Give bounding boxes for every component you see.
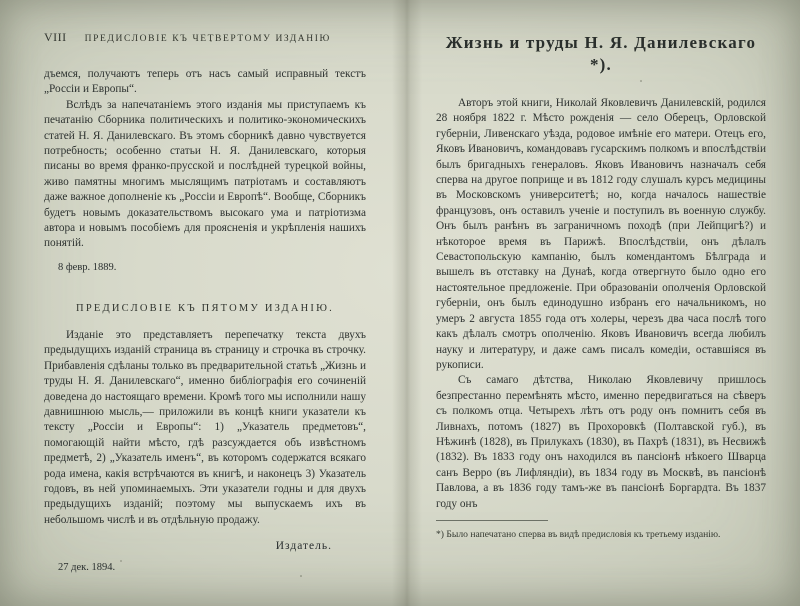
article-title: Жизнь и труды Н. Я. Данилевскаго *). [445,33,757,74]
left-page-column [44,30,366,573]
footnote-text: *) Было напечатано сперва въ видѣ предисловія къ третьему изданію. [436,529,721,540]
page-number-left: VIII [44,30,67,44]
right-page-column [436,30,766,512]
center-gutter-shadow [392,0,422,606]
left-page-header [44,30,366,45]
section-heading-preface-fifth: ПРЕДИСЛОВІЕ КЪ ПЯТОМУ ИЗДАНІЮ. [76,302,334,314]
paragraph: Изданіе это представляетъ перепечатку текста двухъ предыдущихъ изданій страница въ страницу и строчка въ строчку. Прибавленія сдѣланы только въ предварительной статьѣ „Жизнь и труды Н. Я. Данилевскаго“, именно библіографія его сочиненій доведена до настоящаго времени. Кромѣ того мы исполнили нашу давнишнюю мысль,— приложили въ концѣ книги указатели къ тексту „Россіи и Европы“: 1) „Указатель предметовъ“, помогающій найти мѣсто, гдѣ разсуждается объ извѣстномъ предметѣ, 2) „Указатель именъ“, въ которомъ содержатся всякаго рода имена, какія встрѣчаются въ книгѣ, и наконецъ 3) Указатель годовъ, въ ней упоминаемыхъ. Эти указатели годны и для двухъ предыдущихъ изданій; поэтому мы выпускаемъ ихъ въ небольшомъ числѣ и въ отдѣльную продажу. [44,328,366,526]
paragraph-continuation: дъемся, получаютъ теперь отъ насъ самый исправный текстъ „Россіи и Европы“. [44,68,366,96]
paragraph: Авторъ этой книги, Николай Яковлевичъ Данилевскій, родился 28 ноября 1822 г. Мѣсто рожденія — село Оберецъ, Орловской губерніи, Ливенскаго уѣзда, родовое имѣніе его матери. Отецъ его, Яковъ Ивановичъ, командовавъ гусарскимъ полкомъ и впослѣдствіи былъ бригадныхъ генераловъ. Яковъ Ивановичъ назначалъ себя сперва на другое поприще и въ 1812 году слушалъ курсъ медицины въ Московскомъ университетѣ; но, когда началось нашествіе французовъ, онъ оставилъ ученіе и поступилъ въ военную службу. Онъ былъ ранѣнъ въ заграничномъ походѣ (при Лейпцигѣ?) и нѣкоторое время въ Парижѣ. Впослѣдствіи, онъ дѣлалъ Севастопольскую кампанію, былъ комендантомъ Бѣлграда и вышелъ въ отставку на Дунаѣ, когда отвергнуто было одно его настоятельное предложеніе. При образованіи ополченія Орловской губерніи, онъ былъ единодушно избранъ его начальникомъ, но умеръ 2 августа 1855 года отъ холеры, черезъ два часа послѣ того какъ дѣлалъ смотръ ополченію. Яковъ Ивановичъ всегда любилъ науку и литературу, и даже самъ писалъ комедіи, оставшіяся въ рукописи. [436,97,766,371]
signature-publisher: Издатель. [275,540,332,553]
running-head-left: ПРЕДИСЛОВІЕ КЪ ЧЕТВЕРТОМУ ИЗДАНІЮ [84,34,331,44]
paragraph: Съ самаго дѣтства, Николаю Яковлевичу пришлось безпрестанно перемѣнять мѣсто, именно передвигаться на сѣверъ съ полкомъ отца. Четырехъ лѣтъ отъ роду онъ помнитъ себя въ Ливнахъ, потомъ (1827) въ Прохоровкѣ (Полтавской губ.), въ Нѣжинѣ (1828), въ Прилукахъ (1830), въ Пахрѣ (1831), въ Несвижѣ (1832). Въ 1833 году онъ находился въ пансіонѣ нѣкоего Шварца санъ Верро (въ Лифляндіи), въ 1834 году въ Москвѣ, въ пансіонѣ Павлова, а въ 1836 году тамъ-же въ пансіонѣ Боргардта. Въ 1837 году онъ [436,374,766,510]
date-line-first: 8 февр. 1889. [58,261,117,273]
paper-speck [300,575,302,577]
date-line-second: 27 дек. 1894. [58,562,116,574]
paragraph: Вслѣдъ за напечатаніемъ этого изданія мы приступаемъ къ печатанію Сборника политическихъ и политико-экономическихъ статей Н. Я. Данилевскаго. Въ этомъ сборникѣ давно чувствуется потребность; особенно статьи Н. Я. Данилевскаго, которыя писаны во время франко-прусской и послѣдней турецкой войны, живо памятны многимъ мыслящимъ патріотамъ и составляютъ даже важное дополненіе къ „Россіи и Европѣ“. Вообще, Сборникъ будетъ новымъ доказательствомъ высокаго ума и патріотизма автора и новымъ пособіемъ для проясненія и укрѣпленія нашихъ понятій. [44,98,366,250]
footnote-separator [436,520,548,521]
